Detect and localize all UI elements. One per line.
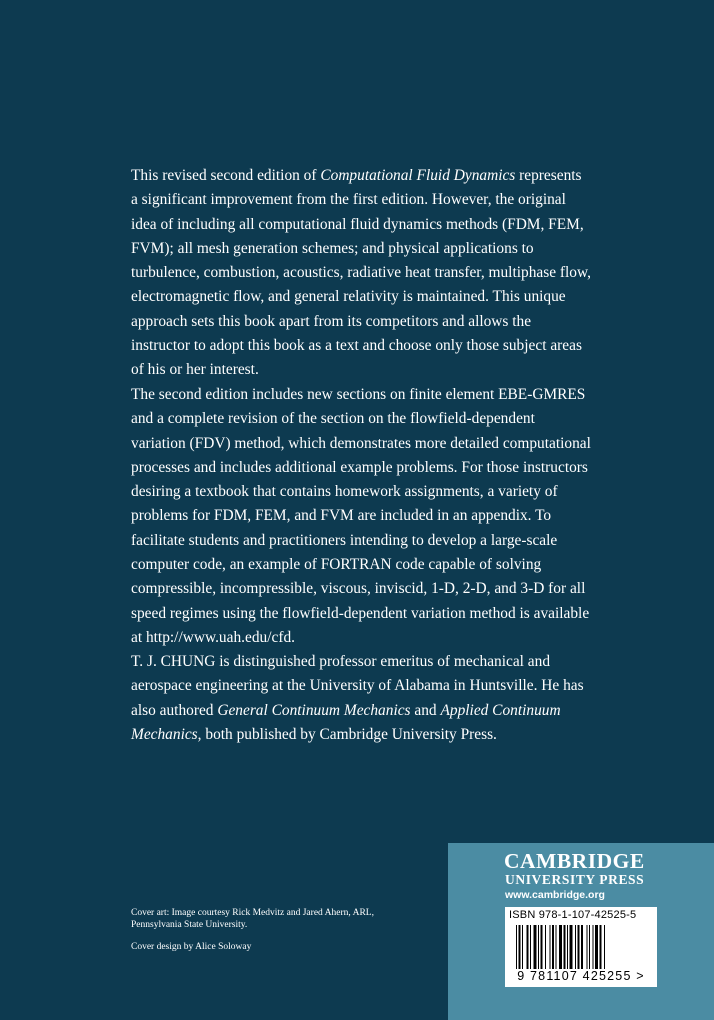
cover-design-credit: Cover design by Alice Soloway xyxy=(131,942,252,952)
publisher-subtitle: UNIVERSITY PRESS xyxy=(505,872,645,887)
back-cover-blurb xyxy=(131,164,591,383)
bio-text: and xyxy=(410,701,441,719)
author-bio xyxy=(131,650,591,747)
barcode-bars xyxy=(508,925,654,969)
publisher-logo: CAMBRIDGE xyxy=(504,849,645,873)
cover-art-credit: Cover art: Image courtesy Rick Medvitz and Jared Ahern, ARL, Pennsylvania State University. xyxy=(131,908,374,930)
other-book-title: Applied Continuum Mechanics xyxy=(131,701,561,743)
bio-text: , both published by Cambridge University Press. xyxy=(197,725,497,743)
blurb-paragraph-1 xyxy=(131,164,591,383)
barcode xyxy=(505,907,657,987)
blurb-text: This revised second edition of xyxy=(131,167,321,184)
isbn-label: ISBN 978-1-107-42525-5 xyxy=(509,909,637,921)
other-book-title: General Continuum Mechanics xyxy=(217,701,411,719)
bio-text: T. J. CHUNG is distinguished professor emeritus of mechanical and aerospace engineering at the University of Alabama in Huntsville. He has also authored xyxy=(131,653,584,719)
cover-credits xyxy=(131,907,391,953)
publisher-url: www.cambridge.org xyxy=(505,889,605,901)
book-title: Computational Fluid Dynamics xyxy=(320,167,516,184)
blurb-paragraph-2: The second edition includes new sections on finite element EBE-GMRES and a complete revision of the section on the flowfield-dependent variation (FDV) method, which demonstrates more detailed computational processes and includes additional example problems. For those instructors desiring a textbook that contains homework assignments, a variety of problems for FDM, FEM, and FVM are included in an appendix. To facilitate students and practitioners intending to develop a large-scale computer code, an example of FORTRAN code capable of solving compressible, incompressible, viscous, inviscid, 1-D, 2-D, and 3-D for all speed regimes using the flowfield-dependent variation method is available at http://www.uah.edu/cfd. xyxy=(131,386,591,646)
barcode-digits: 9 781107 425255 > xyxy=(517,969,645,983)
publisher-panel xyxy=(448,843,714,1020)
blurb-text: represents a significant improvement from the first edition. However, the original idea of including all computational fluid dynamics methods (FDM, FEM, FVM); all mesh generation schemes; and physical applications to turbulence, combustion, acoustics, radiative heat transfer, multiphase flow, electromagnetic flow, and general relativity is maintained. This unique approach sets this book apart from its competitors and allows the instructor to adopt this book as a text and choose only those subject areas of his or her interest. xyxy=(131,167,591,379)
